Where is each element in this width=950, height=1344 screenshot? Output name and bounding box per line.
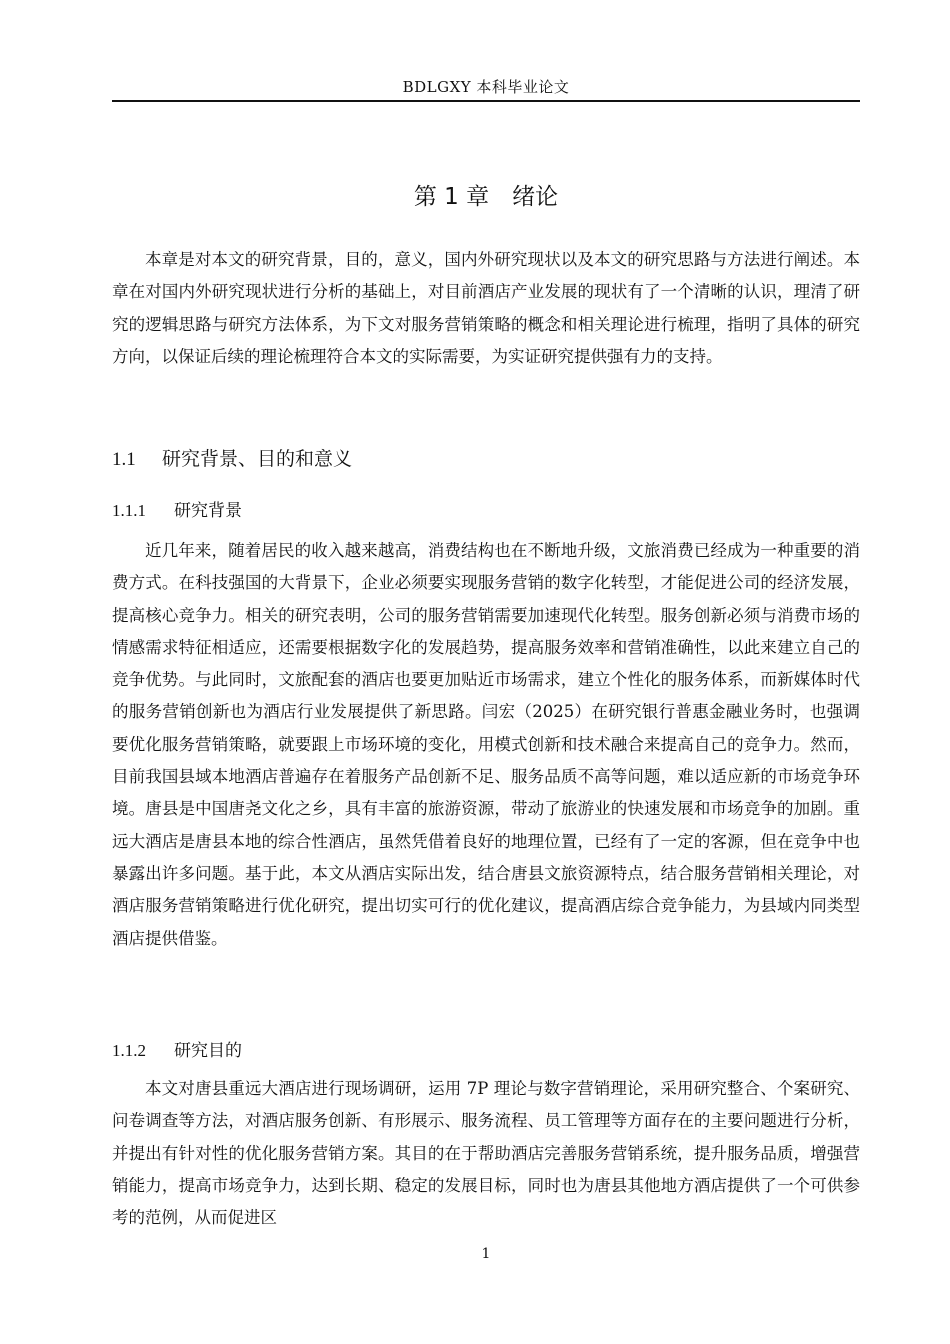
chapter-title: 第 1 章 绪论 <box>413 184 559 210</box>
section-number: 1.1 <box>112 449 136 470</box>
intro-paragraph: 本章是对本文的研究背景，目的，意义，国内外研究现状以及本文的研究思路与方法进行阐述。本章在对国内外研究现状进行分析的基础上，对目前酒店产业发展的现状有了一个清晰的认识，理清了研究的逻辑思路与研究方法体系，为下文对服务营销策略的概念和相关理论进行梳理，指明了具体的研究方向，以保证后续的理论梳理符合本文的实际需要，为实证研究提供强有力的支持。 <box>112 250 860 366</box>
subsection-title: 研究目的 <box>174 1041 242 1061</box>
header-rule <box>112 100 860 102</box>
subsection-heading-1-1-1 <box>112 496 242 521</box>
subsection-number: 1.1.1 <box>112 501 146 520</box>
subsection-heading-1-1-2 <box>112 1036 242 1061</box>
background-paragraph: 近几年来，随着居民的收入越来越高，消费结构也在不断地升级，文旅消费已经成为一种重要的消费方式。在科技强国的大背景下，企业必须要实现服务营销的数字化转型，才能促进公司的经济发展，提高核心竞争力。相关的研究表明，公司的服务营销需要加速现代化转型。服务创新必须与消费市场的情感需求特征相适应，还需要根据数字化的发展趋势，提高服务效率和营销准确性，以此来建立自己的竞争优势。与此同时，文旅配套的酒店也要更加贴近市场需求，建立个性化的服务体系，而新媒体时代的服务营销创新也为酒店行业发展提供了新思路。闫宏（2025）在研究银行普惠金融业务时，也强调要优化服务营销策略，就要跟上市场环境的变化，用模式创新和技术融合来提高自己的竞争力。然而，目前我国县域本地酒店普遍存在着服务产品创新不足、服务品质不高等问题，难以适应新的市场竞争环境。唐县是中国唐尧文化之乡，具有丰富的旅游资源，带动了旅游业的快速发展和市场竞争的加剧。重远大酒店是唐县本地的综合性酒店，虽然凭借着良好的地理位置，已经有了一定的客源，但在竞争中也暴露出许多问题。基于此，本文从酒店实际出发，结合唐县文旅资源特点，结合服务营销相关理论，对酒店服务营销策略进行优化研究，提出切实可行的优化建议，提高酒店综合竞争能力，为县域内同类型酒店提供借鉴。 <box>112 541 860 948</box>
section-heading-1-1 <box>112 444 352 471</box>
subsection-title: 研究背景 <box>174 501 242 521</box>
subsection-number: 1.1.2 <box>112 1041 146 1060</box>
purpose-paragraph: 本文对唐县重远大酒店进行现场调研，运用 7P 理论与数字营销理论，采用研究整合、个案研究、问卷调查等方法，对酒店服务创新、有形展示、服务流程、员工管理等方面存在的主要问题进行分析，并提出有针对性的优化服务营销方案。其目的在于帮助酒店完善服务营销系统，提升服务品质，增强营销能力，提高市场竞争力，达到长期、稳定的发展目标，同时也为唐县其他地方酒店提供了一个可供参考的范例，从而促进区 <box>112 1079 860 1228</box>
section-title: 研究背景、目的和意义 <box>162 448 353 470</box>
page-number: 1 <box>481 1246 491 1262</box>
running-header: BDLGXY 本科毕业论文 <box>402 78 570 96</box>
